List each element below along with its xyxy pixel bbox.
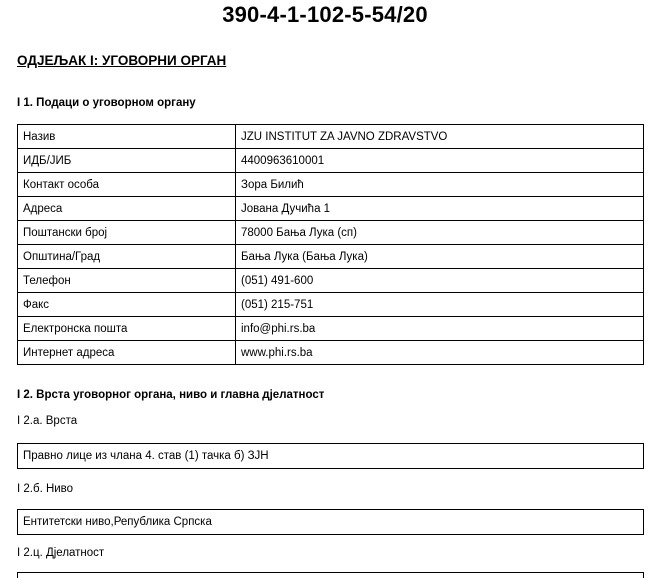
table-row (18, 245, 644, 269)
contracting-authority-table (17, 124, 644, 365)
row-value-email: info@phi.rs.ba (236, 317, 644, 341)
row-value-contact: Зора Билић (236, 173, 644, 197)
table-row (18, 293, 644, 317)
table-row (18, 149, 644, 173)
row-label-website: Интернет адреса (18, 341, 236, 365)
row-label-municipality: Општина/Град (18, 245, 236, 269)
row-label-id: ИДБ/ЈИБ (18, 149, 236, 173)
row-value-municipality: Бања Лука (Бања Лука) (236, 245, 644, 269)
level-value-box: Ентитетски ниво,Република Српска (17, 509, 644, 535)
table-row (18, 317, 644, 341)
level-label: I 2.б. Ниво (17, 483, 74, 495)
row-label-contact: Контакт особа (18, 173, 236, 197)
row-label-name: Назив (18, 125, 236, 149)
table-row (18, 197, 644, 221)
row-value-name: JZU INSTITUT ZA JAVNO ZDRAVSTVO (236, 125, 644, 149)
row-value-postal: 78000 Бања Лука (сп) (236, 221, 644, 245)
type-label: I 2.а. Врста (17, 415, 78, 427)
row-label-fax: Факс (18, 293, 236, 317)
row-label-email: Електронска пошта (18, 317, 236, 341)
row-label-phone: Телефон (18, 269, 236, 293)
activity-label: I 2.ц. Дјелатност (17, 547, 105, 559)
subsection-1-title: I 1. Подаци о уговорном органу (17, 97, 196, 109)
table-row (18, 173, 644, 197)
row-value-address: Јована Дучића 1 (236, 197, 644, 221)
row-value-id: 4400963610001 (236, 149, 644, 173)
table-row (18, 341, 644, 365)
row-label-address: Адреса (18, 197, 236, 221)
type-value-box: Правно лице из члана 4. став (1) тачка б) ЗЈН (17, 443, 644, 469)
row-label-postal: Поштански број (18, 221, 236, 245)
row-value-phone: (051) 491-600 (236, 269, 644, 293)
subsection-2-title: I 2. Врста уговорног органа, ниво и главна дјелатност (17, 389, 325, 401)
row-value-fax: (051) 215-751 (236, 293, 644, 317)
section-title: ОДЈЕЉАК I: УГОВОРНИ ОРГАН (17, 53, 227, 68)
table-row (18, 269, 644, 293)
activity-value-box (17, 572, 644, 578)
table-row (18, 125, 644, 149)
row-value-website: www.phi.rs.ba (236, 341, 644, 365)
document-number: 390-4-1-102-5-54/20 (222, 2, 428, 27)
table-row (18, 221, 644, 245)
